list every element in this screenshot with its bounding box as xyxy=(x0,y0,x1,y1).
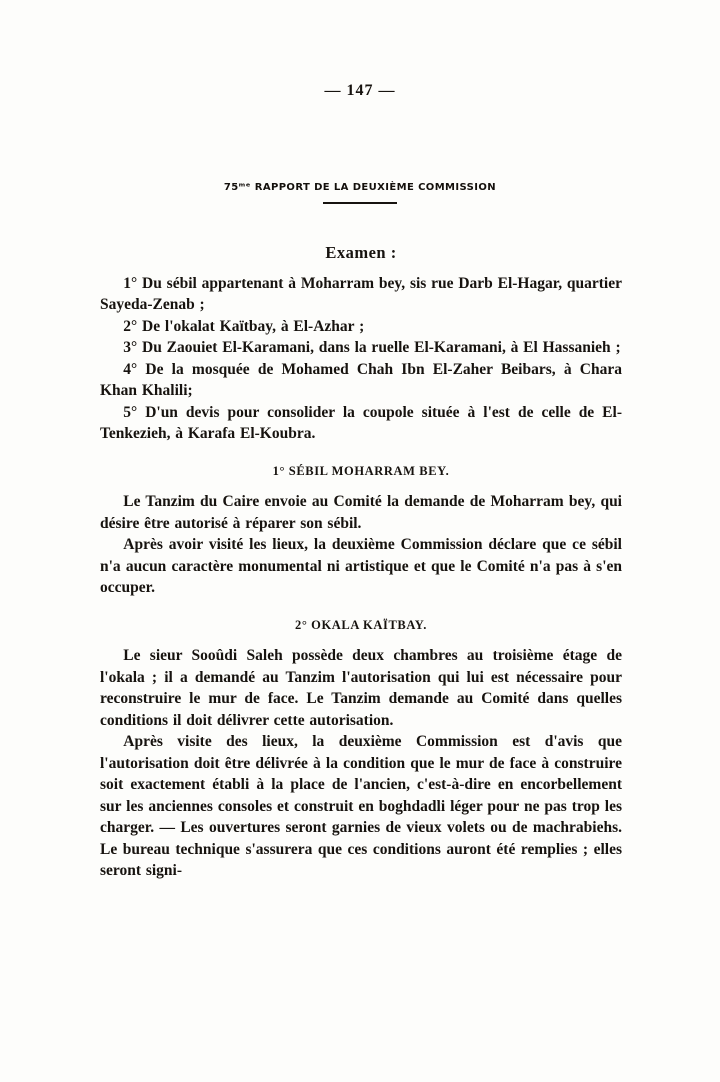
section-2-paragraph-1: Le sieur Sooûdi Saleh possède deux chambres au troisième étage de l'okala ; il a demandé au Tanzim l'autorisation qui lui est nécessaire pour reconstruire le mur de face. Le Tanzim demande au Comité dans quelles conditions il doit délivrer cette autorisation. xyxy=(100,647,622,729)
report-header xyxy=(0,182,720,204)
section-2-heading: 2° OKALA KAÏTBAY. xyxy=(294,617,428,632)
title-rule xyxy=(323,202,397,204)
page-content xyxy=(100,242,622,882)
examen-item-5: 5° D'un devis pour consolider la coupole située à l'est de celle de El-Tenkezieh, à Karafa El-Koubra. xyxy=(100,403,622,442)
examen-item-4: 4° De la mosquée de Mohamed Chah Ibn El-Zaher Beibars, à Chara Khan Khalili; xyxy=(100,360,622,399)
section-1-heading: 1° SÉBIL MOHARRAM BEY. xyxy=(272,463,450,478)
section-1-paragraph-1: Le Tanzim du Caire envoie au Comité la demande de Moharram bey, qui désire être autorisé à réparer son sébil. xyxy=(100,493,622,532)
examen-item-1: 1° Du sébil appartenant à Moharram bey, sis rue Darb El-Hagar, quartier Sayeda-Zenab ; xyxy=(100,274,622,313)
section-1-paragraph-2: Après avoir visité les lieux, la deuxième Commission déclare que ce sébil n'a aucun caractère monumental ni artistique et que le Comité n'a pas à s'en occuper. xyxy=(100,536,622,596)
examen-item-3: 3° Du Zaouiet El-Karamani, dans la ruelle El-Karamani, à El Hassanieh ; xyxy=(123,339,621,356)
page-number: — 147 — xyxy=(324,82,396,99)
examen-item-2: 2° De l'okalat Kaïtbay, à El-Azhar ; xyxy=(123,317,365,335)
examen-heading: Examen : xyxy=(325,243,397,262)
section-2-paragraph-2: Après visite des lieux, la deuxième Commission est d'avis que l'autorisation doit être délivrée à la condition que le mur de face à construire soit exactement établi à la place de l'ancien, c'est-à-dire en encorbellement sur les anciennes consoles et construit en boghdadli léger pour ne pas trop les charger. — Les ouvertures seront garnies de vieux volets ou de machrabiehs. Le bureau technique s'assurera que ces conditions auront été remplies ; elles seront signi- xyxy=(100,733,622,879)
report-title: 75ᵐᵉ RAPPORT DE LA DEUXIÈME COMMISSION xyxy=(223,182,497,193)
